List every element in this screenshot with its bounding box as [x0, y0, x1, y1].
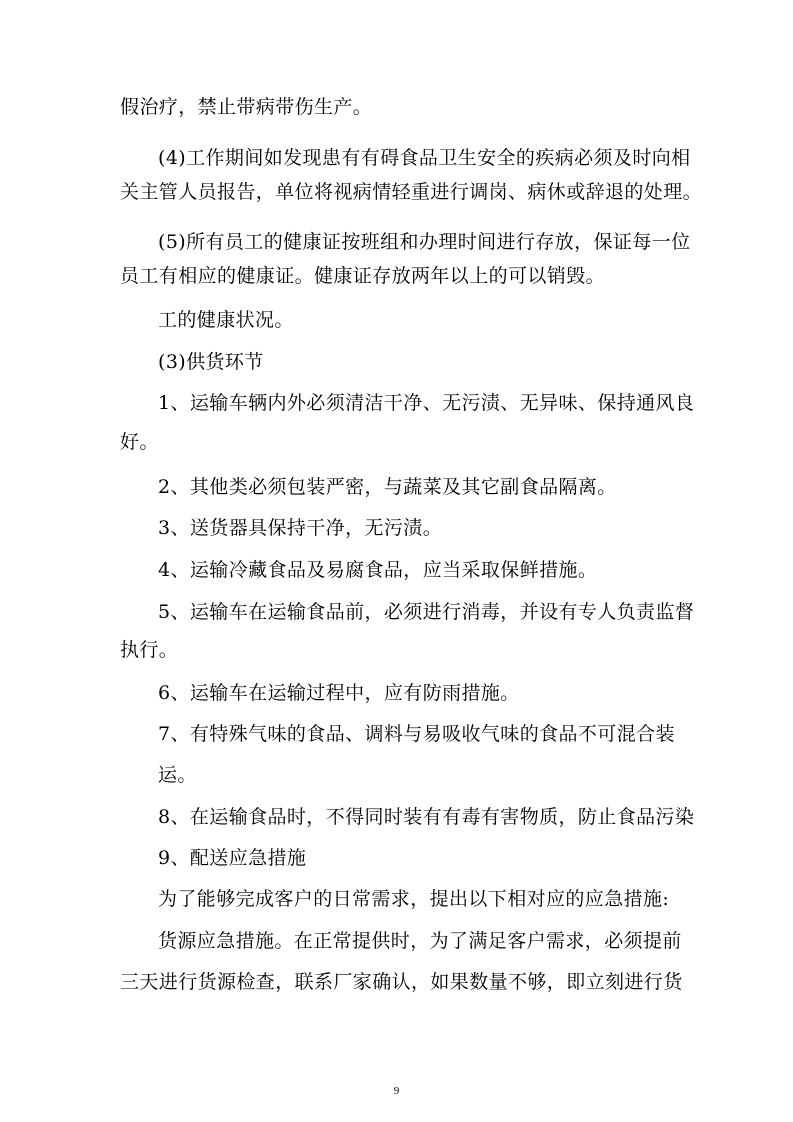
text-line: 三天进行货源检查，联系厂家确认，如果数量不够，即立刻进行货 [120, 971, 683, 993]
text-line: 4、运输冷藏食品及易腐食品，应当采取保鲜措施。 [158, 559, 598, 581]
text-line: 员工有相应的健康证。健康证存放两年以上的可以销毁。 [120, 265, 606, 287]
text-line: 8、在运输食品时，不得同时装有有毒有害物质，防止食品污染 [158, 806, 695, 828]
text-line: 9、配送应急措施 [158, 847, 307, 869]
text-line: 货源应急措施。在正常提供时，为了满足客户需求，必须提前 [158, 930, 682, 952]
text-line: (4)工作期间如发现患有有碍食品卫生安全的疾病必须及时向相 [158, 147, 691, 169]
text-line: 好。 [120, 431, 159, 453]
text-line: 关主管人员报告，单位将视病情轻重进行调岗、病休或辞退的处理。 [120, 181, 703, 203]
text-line: 运。 [158, 764, 197, 786]
text-line: 7、有特殊气味的食品、调料与易吸收气味的食品不可混合装 [158, 723, 675, 745]
page-number: 9 [393, 1085, 400, 1097]
text-line: 工的健康状况。 [158, 309, 294, 331]
text-line: 1、运输车辆内外必须清洁干净、无污渍、无异味、保持通风良 [158, 392, 695, 414]
text-line: 3、送货器具保持干净，无污渍。 [158, 517, 443, 539]
text-line: 为了能够完成客户的日常需求，提出以下相对应的应急措施: [158, 888, 670, 910]
text-line: 2、其他类必须包装严密，与蔬菜及其它副食品隔离。 [158, 476, 617, 498]
text-line: 假治疗，禁止带病带伤生产。 [120, 96, 373, 118]
text-line: (5)所有员工的健康证按班组和办理时间进行存放，保证每一位 [158, 231, 691, 253]
text-line: (3)供货环节 [158, 351, 264, 373]
text-line: 执行。 [120, 639, 179, 661]
text-line: 6、运输车在运输过程中，应有防雨措施。 [158, 682, 520, 704]
text-line: 5、运输车在运输食品前，必须进行消毒，并设有专人负责监督 [158, 601, 695, 623]
